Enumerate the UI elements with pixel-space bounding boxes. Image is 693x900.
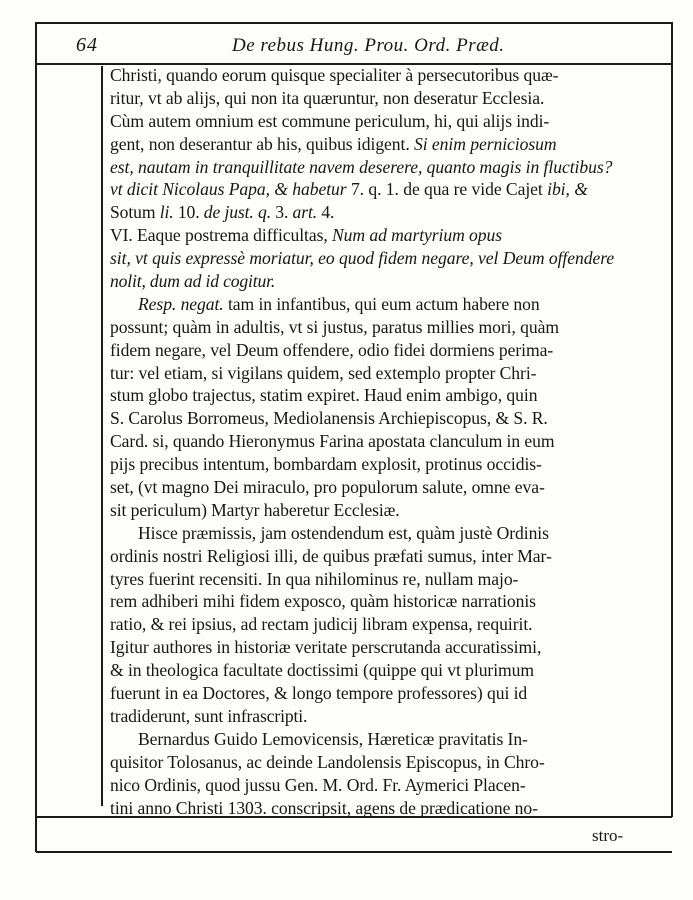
text-segment: nico Ordinis, quod jussu Gen. M. Ord. Fr. Aymerici Placen- — [110, 774, 526, 795]
frame-left-rule — [35, 22, 37, 852]
text-segment: ratio, & rei ipsius, ad rectam judicij libram expensa, requirit. — [110, 614, 533, 635]
frame-bottom-rule — [36, 851, 672, 853]
text-line — [110, 705, 666, 728]
text-line — [110, 659, 666, 682]
text-segment: de just. q. — [203, 202, 276, 223]
text-segment: Resp. negat. — [138, 293, 228, 314]
text-segment: rem adhiberi mihi fidem exposco, quàm historicæ narrationis — [110, 591, 536, 612]
text-line — [110, 407, 666, 430]
text-segment: fidem negare, vel Deum offendere, odio fidei dormiens perima- — [110, 339, 554, 360]
text-segment: Cùm autem omnium est commune periculum, hi, qui alijs indi- — [110, 110, 550, 131]
text-line — [110, 728, 666, 751]
text-segment: tur: vel etiam, si vigilans quidem, sed extemplo propter Chri- — [110, 362, 537, 383]
body-text — [110, 64, 666, 819]
text-line — [110, 476, 666, 499]
text-line — [110, 87, 666, 110]
text-line — [110, 682, 666, 705]
text-line — [110, 499, 666, 522]
text-segment: tyres fuerint recensiti. In qua nihilominus re, nullam majo- — [110, 568, 519, 589]
text-segment: pijs precibus intentum, bombardam explosit, protinus occidis- — [110, 454, 542, 475]
text-line — [110, 293, 666, 316]
text-segment: possunt; quàm in adultis, vt si justus, paratus millies mori, quàm — [110, 316, 559, 337]
text-line — [110, 64, 666, 87]
text-segment: Bernardus Guido Lemovicensis, Hæreticæ pravitatis In- — [138, 728, 528, 749]
text-line — [110, 430, 666, 453]
text-line — [110, 110, 666, 133]
text-segment: gent, non deserantur ab his, quibus idigent. — [110, 133, 415, 154]
text-segment: Igitur authores in historiæ veritate perscrutanda accuratissimi, — [110, 637, 542, 658]
text-line — [110, 613, 666, 636]
text-line — [110, 270, 666, 293]
text-line — [110, 636, 666, 659]
text-line — [110, 590, 666, 613]
text-segment: Num ad martyrium opus — [332, 225, 502, 246]
text-segment: fuerunt in ea Doctores, & longo tempore professores) qui id — [110, 683, 528, 704]
text-line — [110, 247, 666, 270]
page-number: 64 — [76, 34, 98, 56]
text-line — [110, 201, 666, 224]
text-segment: ibi, & — [547, 179, 588, 200]
text-segment: 7. q. 1. de qua re vide Cajet — [350, 179, 548, 200]
text-segment: nolit, dum ad id cogitur. — [110, 271, 276, 292]
text-segment: est, nautam in tranquillitate navem deserere, quanto magis in fluctibus? — [110, 156, 613, 177]
text-line — [110, 156, 666, 179]
text-line — [110, 797, 666, 820]
text-segment: tam in infantibus, qui eum actum habere non — [227, 293, 540, 314]
text-segment: ritur, vt ab alijs, qui non ita quæruntur, non deseratur Ecclesia. — [110, 87, 545, 108]
text-segment: vt dicit Nicolaus Papa, & habetur — [110, 179, 351, 200]
text-line — [110, 339, 666, 362]
text-segment: set, (vt magno Dei miraculo, pro populorum salute, omne eva- — [110, 477, 545, 498]
text-segment: Si enim perniciosum — [414, 133, 557, 154]
frame-right-rule — [671, 22, 673, 817]
text-segment: sit periculum) Martyr haberetur Ecclesiæ. — [110, 499, 400, 520]
text-segment: quisitor Tolosanus, ac deinde Landolensis Episcopus, in Chro- — [110, 751, 545, 772]
text-segment: Sotum — [110, 202, 160, 223]
text-line — [110, 453, 666, 476]
text-segment: VI. Eaque postrema difficultas, — [110, 225, 333, 246]
text-line — [110, 384, 666, 407]
text-line — [110, 522, 666, 545]
text-segment: tradiderunt, sunt infrascripti. — [110, 705, 308, 726]
catchword: stro- — [592, 826, 624, 845]
margin-rule — [101, 66, 103, 806]
text-segment: li. — [159, 202, 178, 223]
text-line — [110, 178, 666, 201]
text-segment: & in theologica facultate doctissimi (quippe qui vt plurimum — [110, 660, 535, 681]
text-line — [110, 362, 666, 385]
text-line — [110, 774, 666, 797]
text-segment: Card. si, quando Hieronymus Farina apostata clanculum in eum — [110, 431, 555, 452]
text-segment: sit, vt quis expressè moriatur, eo quod fidem negare, vel Deum offendere — [110, 248, 615, 269]
text-segment: S. Carolus Borromeus, Mediolanensis Archiepiscopus, & S. R. — [110, 408, 548, 429]
text-segment: 3. — [275, 202, 293, 223]
text-segment: 4. — [321, 202, 335, 223]
text-segment: stum globo trajectus, statim expiret. Haud enim ambigo, quin — [110, 385, 538, 406]
text-segment: ordinis nostri Religiosi illi, de quibus præfati sumus, inter Mar- — [110, 545, 552, 566]
text-segment: Christi, quando eorum quisque specialiter à persecutoribus quæ- — [110, 65, 559, 85]
text-segment: Hisce præmissis, jam ostendendum est, quàm justè Ordinis — [138, 522, 549, 543]
text-line — [110, 316, 666, 339]
text-line — [110, 224, 666, 247]
text-segment: tini anno Christi 1303. conscripsit, agens de prædicatione no- — [110, 797, 538, 818]
text-line — [110, 133, 666, 156]
text-line — [110, 568, 666, 591]
text-segment: art. — [292, 202, 322, 223]
text-line — [110, 751, 666, 774]
running-title: De rebus Hung. Prou. Ord. Præd. — [232, 35, 505, 56]
frame-top-rule — [36, 22, 672, 24]
text-segment: 10. — [177, 202, 204, 223]
text-line — [110, 545, 666, 568]
